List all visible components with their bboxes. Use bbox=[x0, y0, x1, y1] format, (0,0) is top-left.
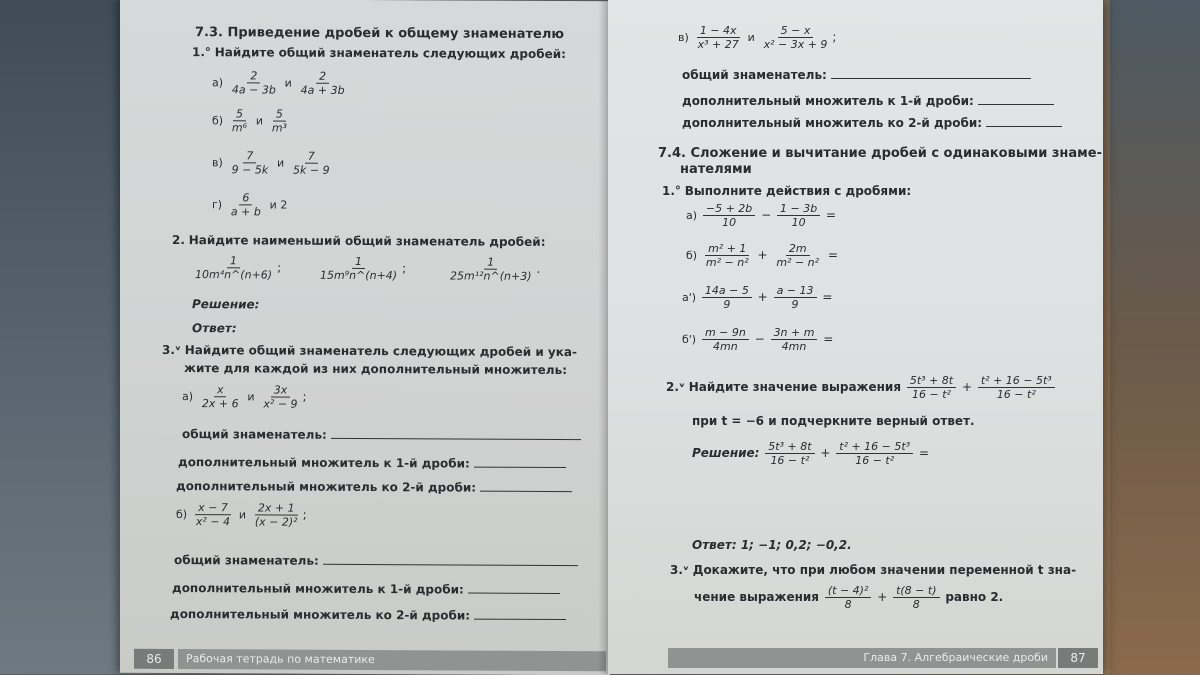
task3b-multiplier-1: дополнительный множитель к 1-й дроби: bbox=[172, 581, 560, 597]
task3a-multiplier-2: дополнительный множитель ко 2-й дроби: bbox=[176, 479, 572, 495]
task1-item-b: б) $\frac{5}{\text{m⁶}}$ и $\frac{5}{\text{m³}}$ bbox=[212, 107, 287, 135]
task1-heading-right: 1.° Выполните действия с дробями: bbox=[662, 184, 912, 198]
task1-heading bbox=[192, 45, 566, 61]
section-title-7-4-line2: нателями bbox=[680, 162, 752, 177]
task2-right-solution: Решение: $\frac{\text{5t³ + 8t}}{\text{16 − t²}}$ + $\frac{\text{t² + 16 − 5t³}}{\text{16 − t²}}$ = bbox=[692, 440, 930, 467]
task2-heading: 2. Найдите наименьший общий знаменатель дробей: bbox=[172, 232, 546, 249]
right-page bbox=[608, 0, 1103, 674]
page-number-left: 86 bbox=[134, 649, 174, 669]
top-multiplier-2: дополнительный множитель ко 2-й дроби: bbox=[682, 116, 1062, 130]
task1-item-d: г) $\frac{6}{a + b}$ и 2 bbox=[212, 191, 288, 219]
answer-line[interactable] bbox=[831, 77, 1031, 79]
footer-title-right: Глава 7. Алгебраические дроби bbox=[668, 648, 1056, 668]
top-common-denominator: общий знаменатель: bbox=[682, 68, 1031, 82]
task3-part-b: б) $\frac{x - 7}{\text{x² − 4}}$ и $\frac{2x + 1}{\text{(x − 2)²}}$ ; bbox=[176, 501, 307, 529]
task-text: Найдите общий знаменатель следующих дробей: bbox=[214, 45, 566, 62]
answer-line[interactable] bbox=[468, 592, 560, 594]
task1-right-item-b-prime: б') $\frac{m - 9n}{4mn}$ − $\frac{3n + m}{4mn}$ = bbox=[682, 326, 834, 353]
section-title-7-3: 7.3. Приведение дробей к общему знаменателю bbox=[195, 25, 565, 43]
task2-right-heading: 2.ᵛ Найдите значение выражения $\frac{\text{5t³ + 8t}}{\text{16 − t²}}$ + $\frac{\text{t² + 16 − 5t³}}{\text{16 − t²}}$ bbox=[666, 374, 1057, 401]
task-top-item-c: в) $\frac{1 - 4x}{\text{x³ + 27}}$ и $\frac{5 - x}{\text{x² − 3x + 9}}$ ; bbox=[678, 24, 837, 51]
footer-title-left: Рабочая тетрадь по математике bbox=[178, 649, 606, 671]
task3-heading-line2: жите для каждой из них дополнительный множитель: bbox=[184, 361, 567, 378]
page-number-right: 87 bbox=[1058, 648, 1098, 668]
task3-right-expression: чение выражения $\frac{\text{(t − 4)²}}{8}$ + $\frac{t(8 - t)}{8}$ равно 2. bbox=[694, 584, 1004, 611]
task3-part-a: а) $\frac{x}{2x + 6}$ и $\frac{3x}{\text{x² − 9}}$ ; bbox=[182, 383, 307, 411]
task3-heading: 3.ᵛ Найдите общий знаменатель следующих дробей и ука- bbox=[162, 342, 577, 360]
task1-item-c: в) $\frac{7}{9 - 5k}$ и $\frac{7}{5k - 9}$ bbox=[212, 149, 330, 177]
task2-fraction-2: $\frac{1}{\text{15m⁹n\textasciicircum{}(n+4)}}$ ; bbox=[320, 254, 407, 283]
answer-line[interactable] bbox=[474, 618, 566, 620]
left-page bbox=[120, 0, 610, 675]
answer-line[interactable] bbox=[986, 125, 1062, 127]
section-title-7-4: 7.4. Сложение и вычитание дробей с одинаковыми знаме- bbox=[658, 146, 1102, 161]
answer-line[interactable] bbox=[474, 466, 566, 468]
task1-right-item-a-prime: а') $\frac{14a - 5}{9}$ + $\frac{a - 13}{9}$ = bbox=[682, 284, 833, 311]
task2-right-answer: Ответ: 1; −1; 0,2; −0,2. bbox=[692, 538, 852, 552]
task3a-common-denominator: общий знаменатель: bbox=[182, 427, 581, 443]
task2-fraction-1: $\frac{1}{\text{10m⁴n\textasciicircum{}(n+6)}}$ ; bbox=[195, 254, 282, 282]
task1-right-item-a: а) $\frac{-5 + 2b}{10}$ − $\frac{1 - 3b}{10}$ = bbox=[686, 202, 837, 229]
task-number: 1.° bbox=[192, 45, 211, 60]
answer-line[interactable] bbox=[978, 103, 1054, 105]
task2-solution-label: Решение: bbox=[192, 297, 260, 312]
answer-line[interactable] bbox=[323, 563, 578, 566]
task2-right-line2: при t = −6 и подчеркните верный ответ. bbox=[692, 414, 975, 428]
task3b-multiplier-2: дополнительный множитель ко 2-й дроби: bbox=[170, 607, 566, 623]
answer-line[interactable] bbox=[331, 437, 581, 440]
task1-item-a: а) $\frac{2}{4a - 3b}$ и $\frac{2}{4a + 3b}$ bbox=[212, 69, 345, 97]
task1-right-item-b: б) $\frac{\text{m² + 1}}{\text{m² − n²}}$ + $\frac{2m}{\text{m² − n²}}$ = bbox=[686, 242, 838, 269]
task2-answer-label: Ответ: bbox=[192, 321, 237, 336]
top-multiplier-1: дополнительный множитель к 1-й дроби: bbox=[682, 94, 1054, 108]
desk-background-right bbox=[1110, 0, 1200, 674]
task3a-multiplier-1: дополнительный множитель к 1-й дроби: bbox=[178, 455, 566, 471]
task3b-common-denominator: общий знаменатель: bbox=[174, 553, 578, 569]
answer-line[interactable] bbox=[480, 490, 572, 492]
task3-right-heading: 3.ᵛ Докажите, что при любом значении переменной t зна- bbox=[670, 563, 1077, 577]
task2-fraction-3: $\frac{1}{\text{25m¹²n\textasciicircum{}(n+3)}}$ . bbox=[450, 255, 541, 283]
